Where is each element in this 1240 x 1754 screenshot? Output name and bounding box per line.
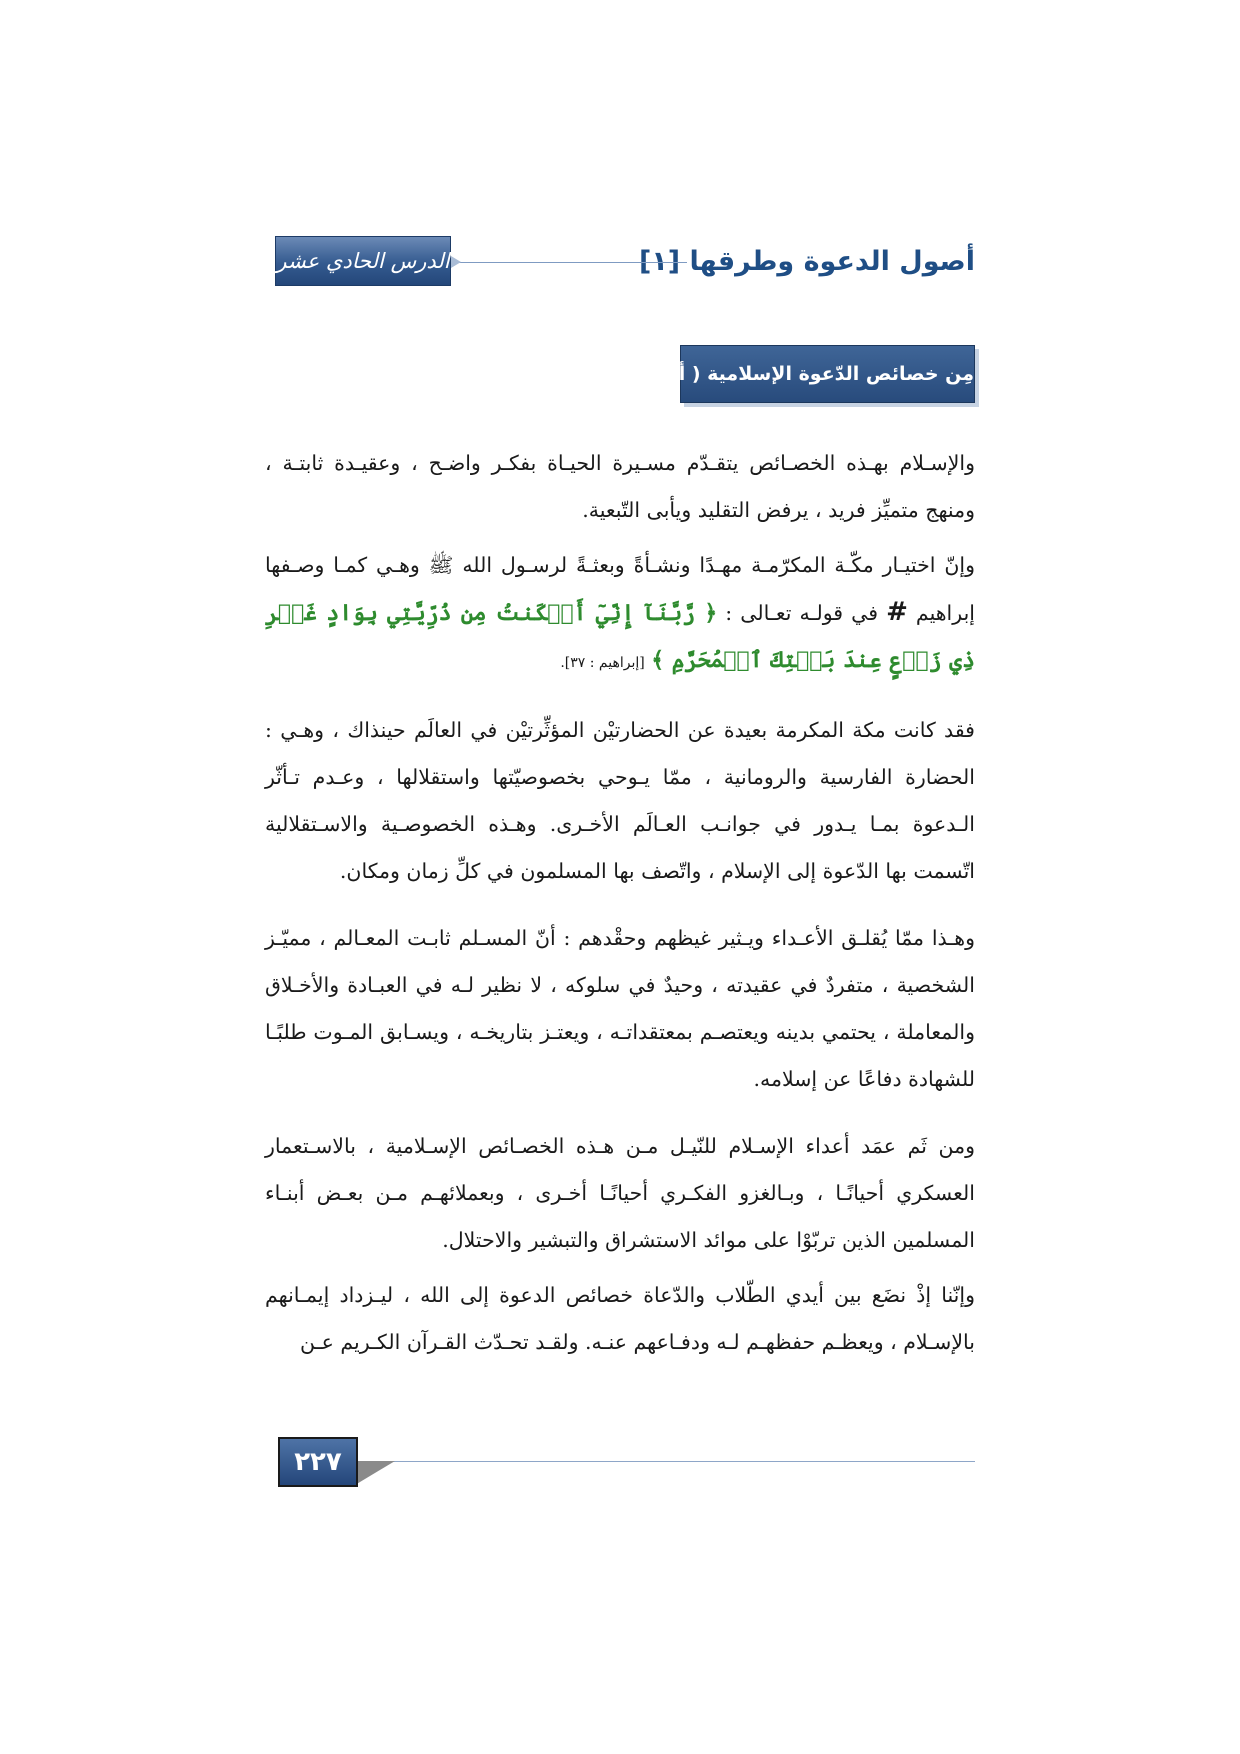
- body-text: [265, 440, 975, 1386]
- paragraph-5: ومن ثَم عمَد أعداء الإسـلام للنّيـل مـن هـذه الخصـائص الإسـلامية ، بالاسـتعمار العسكري أحيانًـا ، وبـالغزو الفكـري أحيانًـا أخـرى ، وبعملائهـم مـن بعـض أبنـاء المسلمين الذين تربّوْا على موائد الاستشراق والتبشير والاحتلال.: [265, 1134, 975, 1252]
- paragraph-2-intro: وإنّ اختيـار مكّـة المكرّمـة مهـدًا ونشـأةً وبعثـةً لرسـول الله ﷺ وهـي كمـا وصـفها إبراهيم: [265, 553, 975, 625]
- header-divider: [457, 262, 687, 263]
- quran-verse: ﴿ رَّبَّنَآ إِنِّيٓ أَسۡكَنتُ مِن ذُرِّيَّتِي بِوَادٍ غَيۡرِ ذِي زَرۡعٍ عِندَ بَيۡتِكَ ٱلۡمُحَرَّمِ ﴾: [265, 600, 975, 673]
- paragraph-6: وإنّنا إذْ نضَع بين أيدي الطّلاب والدّعاة خصائص الدعوة إلى الله ، ليـزداد إيمـانهم بالإسـلام ، ويعظـم حفظهـم لـه ودفـاعهم عنـه. ولقـد تحـدّث القـرآن الكـريم عـن: [265, 1283, 975, 1354]
- prophet-honorific-marker: #: [886, 597, 908, 627]
- paragraph-3: فقد كانت مكة المكرمة بعيدة عن الحضارتيْن المؤثِّرتيْن في العالَم حينذاك ، وهـي : الحضارة الفارسية والرومانية ، ممّا يـوحي بخصوصيّتها واستقلالها ، وعـدم تـأثّر الـدعوة بمـا يـدور في جوانـب العـالَم الأخـرى. وهـذه الخصوصـية والاسـتقلالية اتّسمت بها الدّعوة إلى الإسلام ، واتّصف بها المسلمون في كلِّ زمان ومكان.: [265, 718, 975, 883]
- lesson-label-tab: الدرس الحادي عشر: [275, 236, 451, 286]
- chapter-title: أصول الدعوة وطرقها [١]: [638, 246, 975, 277]
- paragraph-1: والإسـلام بهـذه الخصـائص يتقـدّم مسـيرة الحيـاة بفكـر واضـح ، وعقيـدة ثابتـة ، ومنهج متميِّز فريد ، يرفض التقليد ويأبى التّبعية.: [265, 451, 975, 522]
- footer-divider: [355, 1461, 975, 1462]
- page-number: ٢٢٧: [278, 1437, 358, 1487]
- verse-reference: [إبراهيم : ٣٧].: [560, 655, 645, 671]
- paragraph-4: وهـذا ممّا يُقلـق الأعـداء ويـثير غيظهم وحقْدهم : أنّ المسـلم ثابـت المعـالم ، مميّـز الشخصية ، متفردٌ في عقيدته ، وحيدٌ في سلوكه ، لا نظير لـه في العبـادة والأخـلاق والمعاملة ، يحتمي بدينه ويعتصـم بمعتقداتـه ، ويعتـز بتاريخـه ، ويسـابق المـوت طلبًـا للشهادة دفاعًا عن إسلامه.: [265, 926, 975, 1091]
- header-wedge-ornament: [451, 256, 461, 268]
- footer-wedge-ornament: [355, 1461, 395, 1485]
- section-title: مِن خصائص الدّعوة الإسلامية ( أ ): [680, 345, 975, 403]
- paragraph-2-lead: في قولـه تعـالى :: [725, 601, 879, 625]
- page-header: [275, 236, 975, 288]
- paragraph-2: [265, 542, 975, 687]
